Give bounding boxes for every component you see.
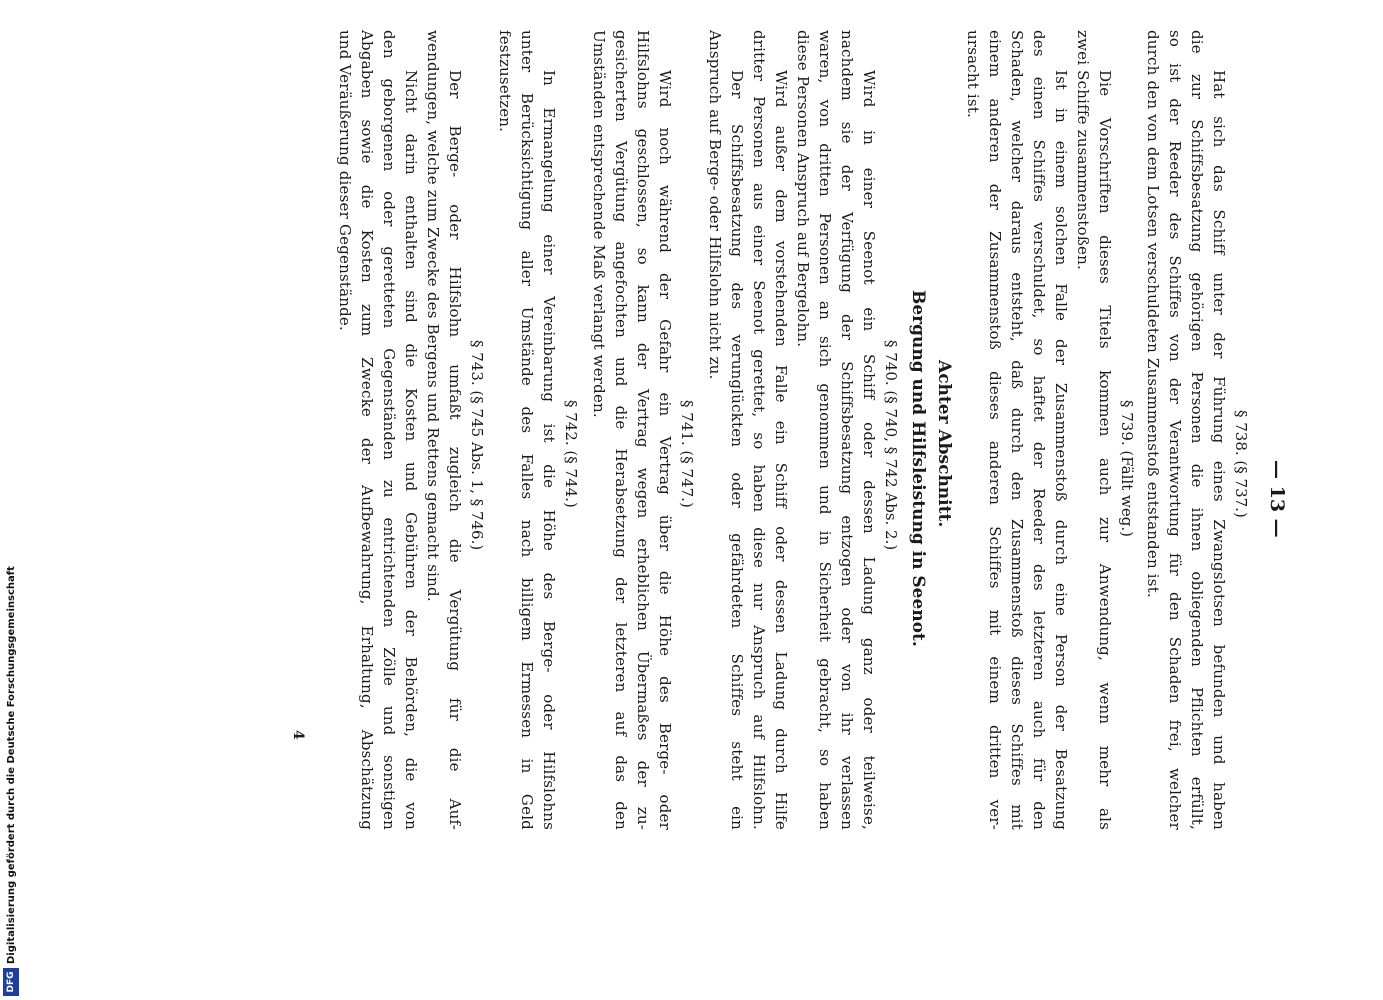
text-line: festzusetzen.: [496, 30, 514, 133]
text-line: Wird in einer Seenot ein Schiff oder dessen Ladung ganz oder teilweise,: [860, 70, 878, 830]
text-line: nachdem sie der Verfügung der Schiffsbesatzung entzogen oder von ihr verlassen: [838, 30, 856, 830]
text-line: den geborgenen oder geretteten Gegenständen zu entrichtenden Zölle und sonstigen: [380, 30, 398, 830]
chapter-title: Achter Abschnitt.: [934, 360, 954, 528]
text-line: Schaden, welcher daraus entsteht, daß durch den Zusammenstoß dieses Schiffes mit: [1008, 30, 1026, 830]
text-line: ursacht ist.: [964, 30, 982, 119]
text-line: Wird noch während der Gefahr ein Vertrag über die Höhe des Berge- oder: [656, 70, 674, 830]
text-line: durch den von dem Lotsen verschuldeten Zusammenstoß entstanden ist.: [1144, 30, 1162, 598]
text-line: des einen Schiffes verschuldet, so haftet der Reeder des letzteren auch für den: [1030, 30, 1048, 830]
text-line: die zur Schiffsbesatzung gehörigen Personen die ihnen obliegenden Pflichten erfüllt,: [1188, 30, 1206, 830]
text-line: Abgaben sowie die Kosten zum Zwecke der Aufbewahrung, Erhaltung, Abschätzung: [358, 30, 376, 830]
text-line: diese Personen Anspruch auf Bergelohn.: [794, 30, 812, 348]
document-page: [180, 0, 1300, 1000]
text-line: Hat sich das Schiff unter der Führung eines Zwangslotsen befunden und haben: [1210, 70, 1228, 830]
text-line: unter Berücksichtigung aller Umstände des Falles nach billigem Ermessen in Geld: [518, 30, 536, 830]
dfg-logo: DFG: [3, 968, 19, 996]
text-line: Umständen entsprechende Maß verlangt werden.: [590, 30, 608, 418]
section-heading: § 740. (§ 740, § 742 Abs. 2.): [882, 340, 900, 551]
section-heading: § 738. (§ 737.): [1232, 410, 1250, 518]
signature-mark: 4: [290, 730, 306, 740]
footer-text: Digitalisierung gefördert durch die Deutsche Forschungsgemeinschaft: [6, 566, 17, 964]
text-line: Anspruch auf Berge- oder Hilfslohn nicht zu.: [706, 30, 724, 380]
section-heading: § 743. (§ 745 Abs. 1, § 746.): [468, 340, 486, 551]
section-heading: § 742. (§ 744.): [562, 400, 580, 508]
text-line: so ist der Reeder des Schiffes von der Verantwortung für den Schaden frei, welcher: [1166, 30, 1184, 830]
text-line: zwei Schiffe zusammenstoßen.: [1074, 30, 1092, 270]
text-line: einem anderen der Zusammenstoß dieses anderen Schiffes mit einem dritten ver-: [986, 30, 1004, 830]
section-heading: § 741. (§ 747.): [678, 400, 696, 508]
text-line: gesicherten Vergütung angefochten und die Herabsetzung der letzteren auf das den: [612, 30, 630, 830]
page-number: — 13 —: [1266, 460, 1288, 538]
chapter-subtitle: Bergung und Hilfsleistung in Seenot.: [908, 290, 928, 647]
text-line: dritter Personen aus einer Seenot gerettet, so haben diese nur Anspruch auf Hilfslohn.: [750, 30, 768, 830]
text-line: Ist in einem solchen Falle der Zusammenstoß durch eine Person der Besatzung: [1052, 70, 1070, 830]
text-line: Der Berge- oder Hilfslohn umfaßt zugleich die Vergütung für die Auf-: [446, 70, 464, 830]
text-line: Die Vorschriften dieses Titels kommen auch zur Anwendung, wenn mehr als: [1096, 70, 1114, 830]
text-line: Nicht darin enthalten sind die Kosten und Gebühren der Behörden, die von: [402, 70, 420, 830]
text-line: Hilfslohns geschlossen, so kann der Vertrag wegen erheblichen Übermaßes der zu-: [634, 30, 652, 830]
text-line: Der Schiffsbesatzung des verunglückten oder gefährdeten Schiffes steht ein: [728, 70, 746, 830]
digitization-footer: [0, 0, 26, 1000]
text-line: waren, von dritten Personen an sich genommen und in Sicherheit gebracht, so haben: [816, 30, 834, 830]
text-line: und Veräußerung dieser Gegenstände.: [336, 30, 354, 331]
section-heading: § 739. (Fällt weg.): [1118, 400, 1136, 537]
text-line: Wird außer dem vorstehenden Falle ein Schiff oder dessen Ladung durch Hilfe: [772, 70, 790, 830]
text-line: In Ermangelung einer Vereinbarung ist die Höhe des Berge- oder Hilfslohns: [540, 70, 558, 830]
text-line: wendungen, welche zum Zwecke des Bergens und Rettens gemacht sind.: [424, 30, 442, 602]
